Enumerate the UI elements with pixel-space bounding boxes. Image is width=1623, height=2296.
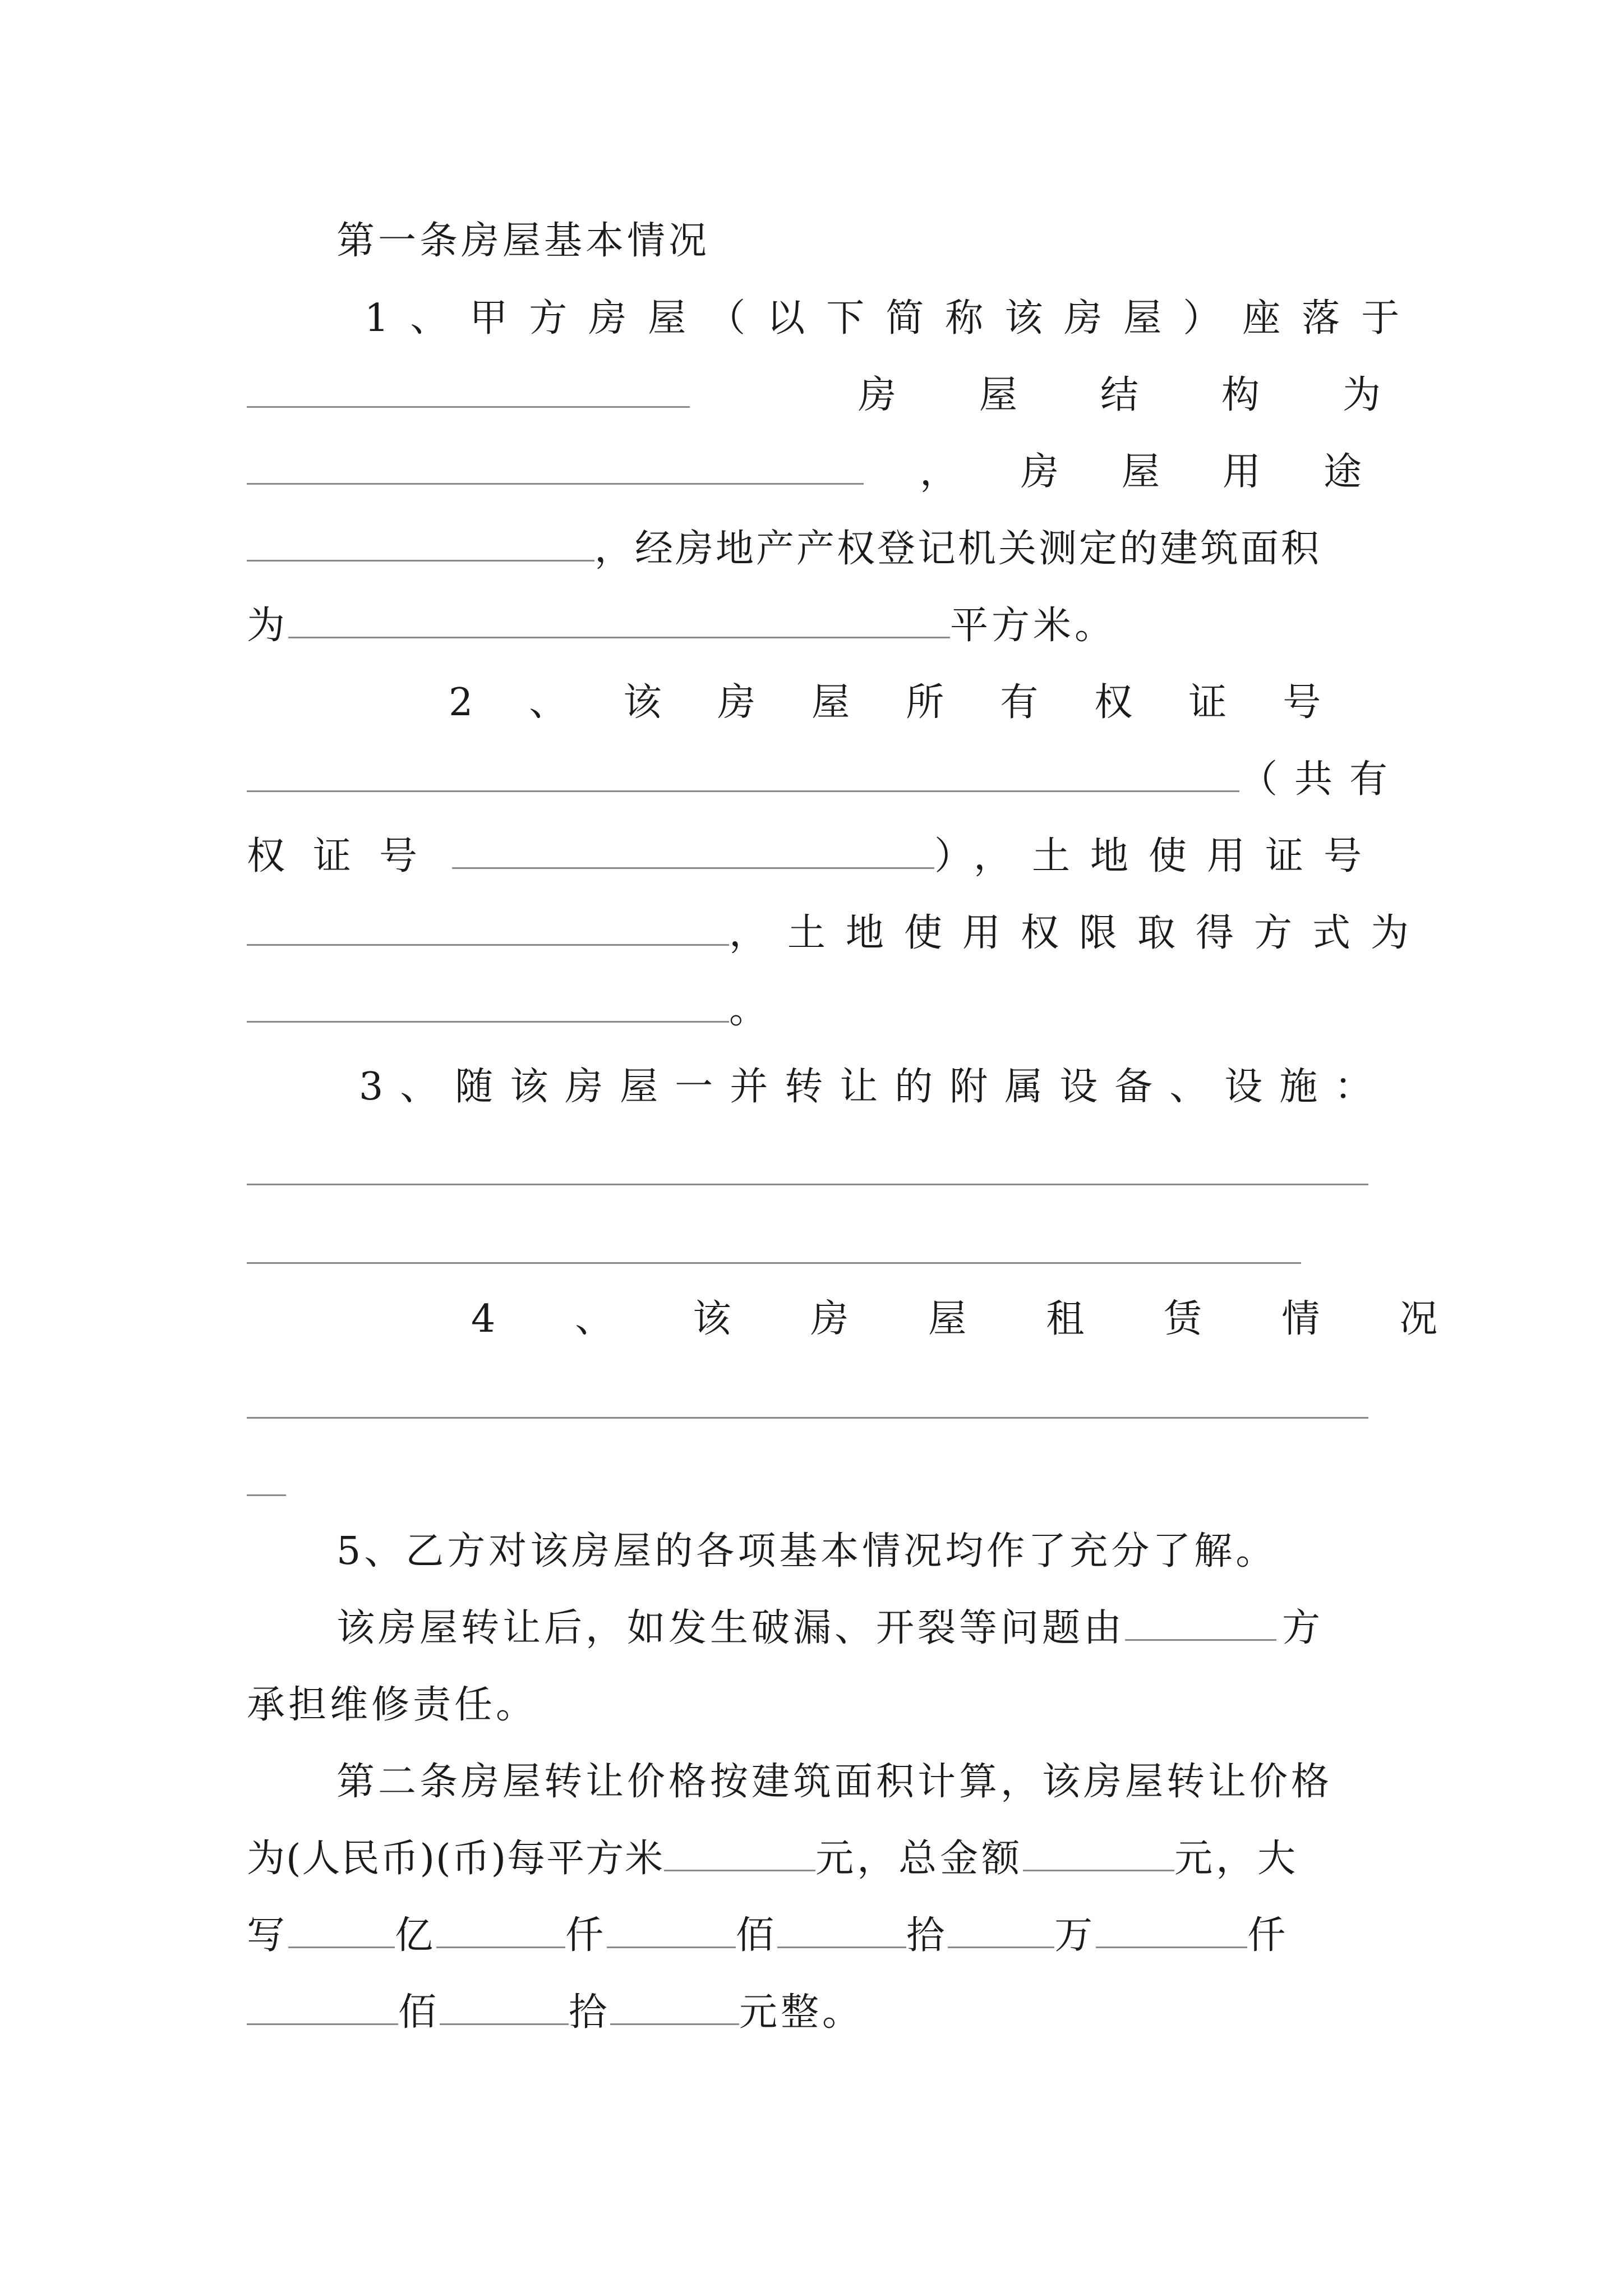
item-1-line-2 <box>247 367 1464 424</box>
item-5-line <box>336 1524 1391 1580</box>
item-4-line <box>471 1291 1518 1347</box>
item-4-text: 4、该房屋租赁情况 <box>471 1297 1518 1341</box>
land-right-method-blank[interactable] <box>247 983 729 1023</box>
bai-blank[interactable] <box>247 1985 398 2025</box>
structure-label: 房屋结构为 <box>858 373 1464 417</box>
unit-price-blank[interactable] <box>664 1832 815 1871</box>
ownership-cert-blank[interactable] <box>247 752 1239 792</box>
use-blank[interactable] <box>247 522 594 562</box>
shi-wan-blank[interactable] <box>777 1908 906 1948</box>
item-4-blank-1[interactable] <box>247 1417 1368 1419</box>
structure-blank[interactable] <box>247 445 864 485</box>
item-3-blank-1[interactable] <box>247 1184 1368 1185</box>
article-2-line-4: 佰 拾 元整。 <box>247 1985 1391 2041</box>
area-blank[interactable] <box>288 599 950 638</box>
item-1-line-1 <box>365 291 1421 347</box>
qian-blank[interactable] <box>1096 1908 1247 1948</box>
item-1-line-4 <box>247 521 1391 577</box>
repair-line-1: 该房屋转让后，如发生破漏、开裂等问题由 方 <box>336 1600 1391 1657</box>
item-2-line-1 <box>449 675 1391 731</box>
item-1-line-3 <box>247 444 1425 500</box>
land-cert-blank[interactable] <box>247 906 729 946</box>
item-2-line-3: 权证号 ），土地使用证号 <box>247 829 1391 885</box>
item-2-line-5: 。 <box>247 982 1391 1038</box>
item-2-line-2: （共有 <box>247 752 1391 808</box>
qian-yi-blank[interactable] <box>436 1908 565 1948</box>
area-text: ，经房地产产权登记机关测定的建筑面积 <box>594 527 1322 571</box>
wan-blank[interactable] <box>948 1908 1054 1948</box>
yuan-blank[interactable] <box>610 1985 739 2025</box>
item-2-prefix: 2、该房屋所有权证号 <box>449 680 1377 725</box>
yi-blank[interactable] <box>288 1908 395 1948</box>
item-5-text: 5、乙方对该房屋的各项基本情况均作了充分了解。 <box>336 1529 1278 1573</box>
article-2-line-3: 写 亿 仟 佰 拾 万 仟 <box>247 1908 1391 1964</box>
item-2-line-4: ，土地使用权限取得方式为 <box>247 905 1391 961</box>
item-3-text: 3、随该房屋一并转让的附属设备、设施： <box>359 1065 1390 1109</box>
item-1-prefix: 1、甲方房屋（以下简称该房屋）座落于 <box>365 296 1421 341</box>
article-1-title: 第一条房屋基本情况 <box>336 219 711 263</box>
item-4-blank-2[interactable] <box>247 1494 286 1496</box>
item-3-line <box>359 1059 1391 1115</box>
co-own-cert-blank[interactable] <box>452 829 934 869</box>
total-amount-blank[interactable] <box>1023 1832 1174 1871</box>
item-1-line-5: 为 平方米。 <box>247 598 1391 654</box>
repair-line-2: 承担维修责任。 <box>247 1683 538 1727</box>
bai-wan-blank[interactable] <box>607 1908 736 1948</box>
location-blank[interactable] <box>247 368 690 408</box>
shi-blank[interactable] <box>440 1985 569 2025</box>
item-3-blank-2[interactable] <box>247 1262 1301 1264</box>
article-2-line-2: 为(人民币)(币)每平方米 元，总金额 元，大 <box>247 1831 1391 1887</box>
article-2-line-1: 第二条房屋转让价格按建筑面积计算，该房屋转让价格 <box>336 1760 1333 1804</box>
repair-party-blank[interactable] <box>1125 1601 1276 1641</box>
use-label: ，房屋用途 <box>920 450 1425 494</box>
